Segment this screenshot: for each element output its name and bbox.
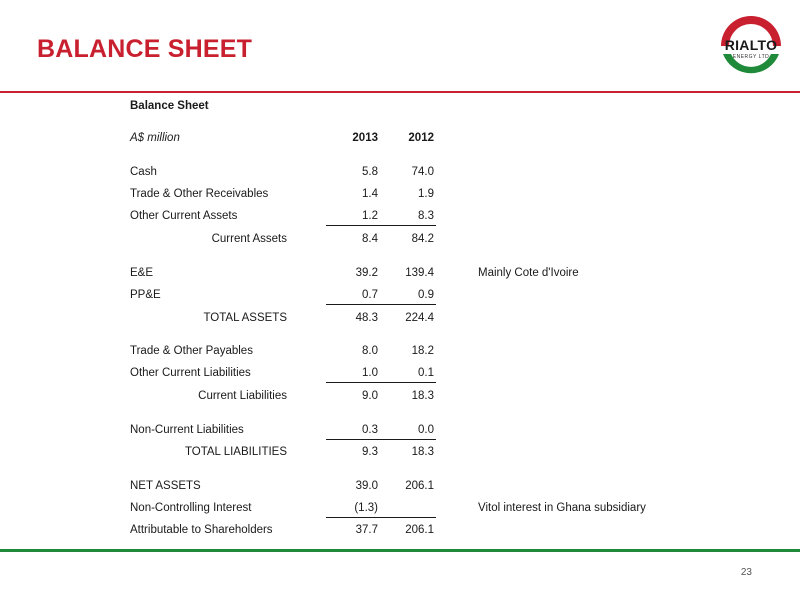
value-2013: 9.3 [362, 446, 378, 458]
value-2013: 1.0 [362, 367, 378, 379]
row-label: Cash [130, 166, 157, 178]
row-label: Non-Controlling Interest [130, 502, 252, 514]
value-2012: 224.4 [405, 312, 434, 324]
table-row [0, 424, 800, 440]
value-2012: 206.1 [405, 480, 434, 492]
row-label: NET ASSETS [130, 480, 201, 492]
year-header-2013: 2013 [352, 132, 378, 144]
row-label: Other Current Assets [130, 210, 238, 222]
row-label: Current Liabilities [198, 390, 287, 402]
table-row [0, 289, 800, 305]
row-note: Vitol interest in Ghana subsidiary [478, 502, 646, 514]
logo-brand-text: RIALTO [724, 37, 778, 53]
subtotal-underline [326, 304, 436, 305]
table-row [0, 345, 800, 361]
row-label: Trade & Other Receivables [130, 188, 269, 200]
page-number: 23 [740, 567, 752, 578]
table-row [0, 267, 800, 283]
row-label: Current Assets [211, 233, 287, 245]
subtotal-underline [326, 439, 436, 440]
table-row [0, 312, 800, 328]
value-2012: 206.1 [405, 524, 434, 536]
value-2013: 8.4 [362, 233, 378, 245]
value-2013: 37.7 [355, 524, 378, 536]
value-2013: 1.2 [362, 210, 378, 222]
table-heading: Balance Sheet [130, 100, 209, 112]
row-label: Trade & Other Payables [130, 345, 253, 357]
row-label: E&E [130, 267, 154, 279]
value-2013: 48.3 [355, 312, 378, 324]
unit-label: A$ million [130, 132, 180, 144]
value-2013: 9.0 [362, 390, 378, 402]
table-row [0, 166, 800, 182]
value-2012: 1.9 [418, 188, 434, 200]
subtotal-underline [326, 517, 436, 518]
row-label: Attributable to Shareholders [130, 524, 273, 536]
table-row [0, 233, 800, 249]
row-label: Other Current Liabilities [130, 367, 251, 379]
footer-divider [0, 549, 800, 552]
table-row [0, 390, 800, 406]
value-2013: 0.3 [362, 424, 378, 436]
value-2012: 8.3 [418, 210, 434, 222]
value-2013: 39.2 [355, 267, 378, 279]
table-row [0, 367, 800, 383]
table-row [0, 210, 800, 226]
value-2012: 18.3 [411, 446, 434, 458]
value-2012: 84.2 [411, 233, 434, 245]
value-2012: 18.2 [411, 345, 434, 357]
logo-sub-text: ENERGY LTD [732, 54, 770, 60]
value-2012: 0.1 [418, 367, 434, 379]
value-2012: 18.3 [411, 390, 434, 402]
table-row [0, 502, 800, 518]
row-label: PP&E [130, 289, 161, 301]
value-2013: (1.3) [354, 502, 378, 514]
table-row [0, 446, 800, 462]
value-2012: 0.9 [418, 289, 434, 301]
table-row [0, 188, 800, 204]
row-label: TOTAL ASSETS [203, 312, 287, 324]
value-2013: 39.0 [355, 480, 378, 492]
subtotal-underline [326, 382, 436, 383]
value-2013: 1.4 [362, 188, 378, 200]
table-row [0, 480, 800, 496]
page-title: BALANCE SHEET [37, 35, 253, 63]
value-2012: 0.0 [418, 424, 434, 436]
row-note: Mainly Cote d'Ivoire [478, 267, 579, 279]
value-2013: 0.7 [362, 289, 378, 301]
row-label: TOTAL LIABILITIES [184, 446, 287, 458]
value-2013: 8.0 [362, 345, 378, 357]
subtotal-underline [326, 225, 436, 226]
value-2013: 5.8 [362, 166, 378, 178]
year-header-2012: 2012 [408, 132, 434, 144]
value-2012: 139.4 [405, 267, 434, 279]
value-2012: 74.0 [411, 166, 434, 178]
table-row [0, 524, 800, 540]
row-label: Non-Current Liabilities [130, 424, 244, 436]
